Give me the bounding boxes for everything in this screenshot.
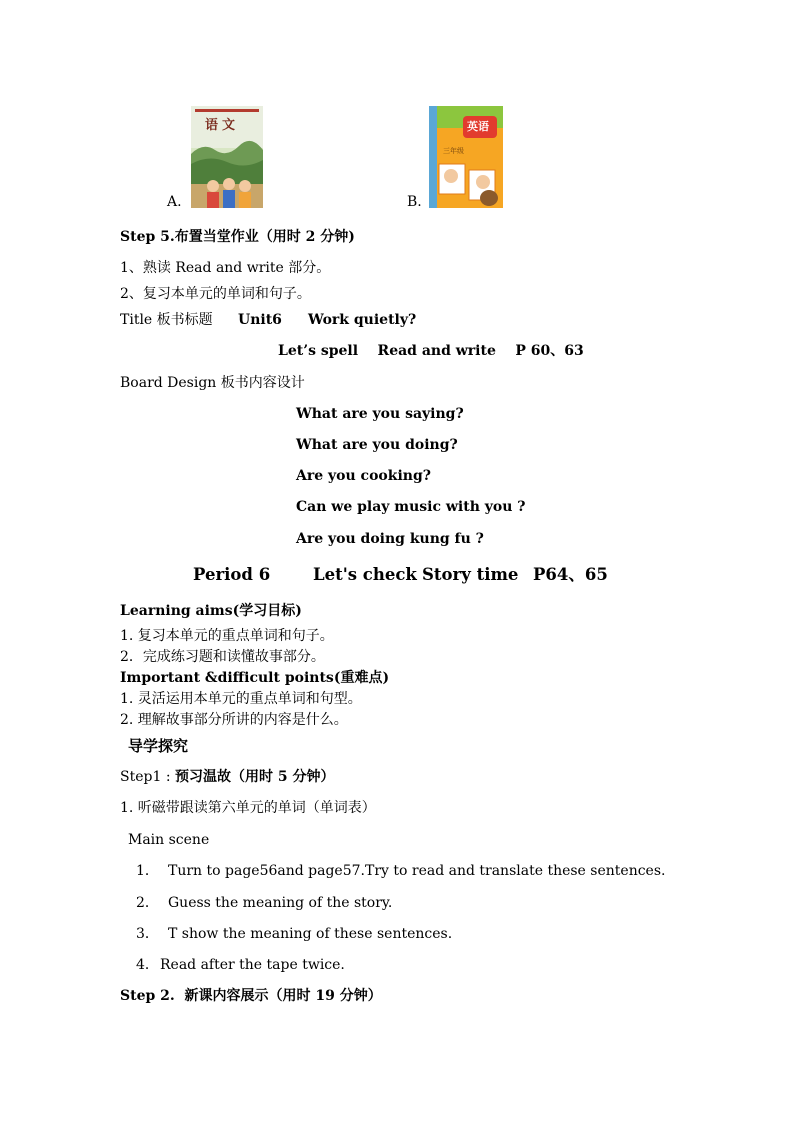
points-item-2: 2. 理解故事部分所讲的内容是什么。 [120, 712, 348, 728]
step1-item: 1. 听磁带跟读第六单元的单词（单词表） [120, 800, 376, 816]
chinese-book-title: 语文 [205, 118, 240, 133]
scene-step-number: 4． [136, 957, 159, 973]
board-line: Are you cooking? [296, 468, 431, 484]
points-heading: Important &difficult points(重难点) [120, 670, 390, 686]
step1-title: 预习温故（用时 5 分钟） [175, 769, 335, 785]
scene-step-text: T show the meaning of these sentences. [168, 926, 453, 942]
period-pages: P64、65 [533, 565, 608, 584]
step5-item-1: 1、熟读 Read and write 部分。 [120, 260, 331, 276]
board-line: What are you doing? [296, 437, 458, 453]
scene-step-text: Guess the meaning of the story. [168, 895, 393, 911]
english-book-grade: 三年级 [443, 147, 464, 155]
guide-heading: 导学探究 [128, 737, 189, 755]
board-line: What are you saying? [296, 406, 464, 422]
main-scene-label: Main scene [128, 832, 210, 848]
english-textbook-cover [429, 106, 503, 208]
step2-heading: Step 2. 新课内容展示（用时 19 分钟） [120, 988, 382, 1004]
aims-item-2: 2．完成练习题和读懂故事部分。 [120, 649, 325, 665]
period-title: Period 6 [193, 565, 271, 584]
step5-heading: Step 5.布置当堂作业（用时 2 分钟) [120, 229, 355, 245]
step1-prefix: Step1 : [120, 769, 175, 785]
english-textbook-image [429, 106, 503, 208]
title-subline: Let’s spell Read and write P 60、63 [278, 343, 584, 359]
step1-heading [120, 768, 335, 786]
chinese-textbook-cover [191, 106, 263, 208]
scene-step-text: Turn to page56and page57.Try to read and translate these sentences. [168, 863, 666, 879]
title-unit: Unit6 [238, 312, 282, 328]
board-line: Are you doing kung fu ? [296, 531, 484, 547]
option-a-label: A. [167, 194, 182, 210]
aims-item-1: 1. 复习本单元的重点单词和句子。 [120, 628, 334, 644]
step5-item-2: 2、复习本单元的单词和句子。 [120, 286, 311, 302]
board-design-label: Board Design 板书内容设计 [120, 375, 305, 391]
board-line: Can we play music with you ? [296, 499, 526, 515]
scene-step-number: 3． [136, 926, 159, 942]
period-part2: Story time [422, 565, 519, 584]
title-topic: Work quietly? [308, 312, 417, 328]
points-item-1: 1. 灵活运用本单元的重点单词和句型。 [120, 691, 362, 707]
scene-step-number: 1． [136, 863, 159, 879]
english-book-title: 英语 [467, 120, 489, 133]
scene-step-number: 2． [136, 895, 159, 911]
period-part1: Let's check [313, 565, 417, 584]
aims-heading: Learning aims(学习目标) [120, 603, 302, 619]
title-label: Title 板书标题 [120, 312, 213, 328]
option-b-label: B. [407, 194, 422, 210]
scene-step-text: Read after the tape twice. [160, 957, 345, 973]
